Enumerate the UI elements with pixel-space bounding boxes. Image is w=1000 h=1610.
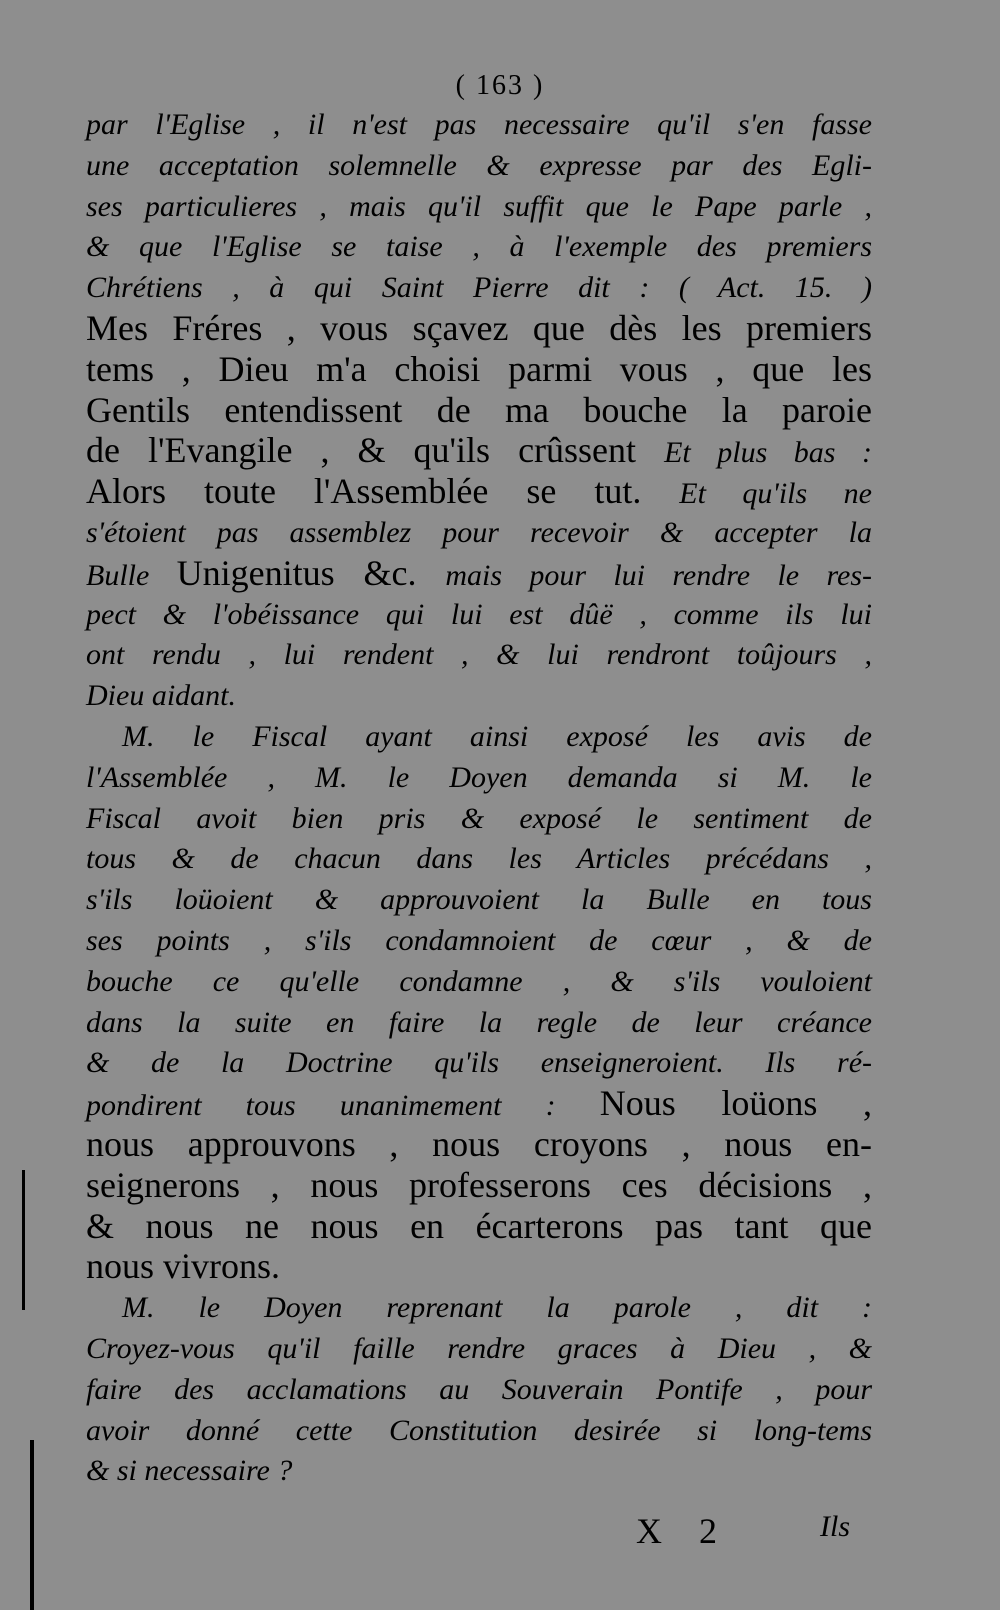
scan-edge-mark bbox=[30, 1440, 34, 1610]
text-line bbox=[86, 553, 872, 594]
italic-text: ses particulieres , mais qu'il suffit que le Pape parle , bbox=[86, 189, 872, 223]
italic-text: par l'Eglise , il n'est pas necessaire qu'il s'en fasse bbox=[86, 108, 872, 141]
roman-text: Nous loüons , bbox=[599, 1083, 872, 1124]
italic-text: & que l'Eglise se taise , à l'exemple des premiers bbox=[86, 230, 872, 264]
page-footer bbox=[0, 1510, 1000, 1554]
text-line bbox=[86, 798, 872, 839]
text-line bbox=[86, 920, 872, 961]
text-line bbox=[86, 675, 872, 716]
text-line bbox=[86, 1124, 872, 1165]
text-line bbox=[86, 267, 872, 308]
text-line bbox=[86, 1002, 872, 1043]
text-line bbox=[86, 1206, 872, 1247]
text-line bbox=[86, 757, 872, 798]
text-line bbox=[86, 1246, 872, 1287]
roman-text: nous vivrons. bbox=[86, 1246, 281, 1287]
text-line bbox=[86, 838, 872, 879]
text-line bbox=[86, 512, 872, 553]
italic-text: Fiscal avoit bien pris & exposé le sentiment de bbox=[86, 801, 872, 835]
italic-text: Chrétiens , à qui Saint Pierre dit : ( Act. 15. ) bbox=[86, 271, 872, 305]
scan-edge-mark bbox=[22, 1170, 25, 1310]
roman-text: nous approuvons , nous croyons , nous en- bbox=[86, 1123, 872, 1164]
italic-text: s'ils loüoient & approuvoient la Bulle en tous bbox=[86, 883, 872, 917]
text-line bbox=[86, 1328, 872, 1369]
italic-text: l'Assemblée , M. le Doyen demanda si M. le bbox=[86, 760, 872, 794]
text-line bbox=[86, 104, 872, 145]
catchword: Ils bbox=[820, 1510, 850, 1543]
signature-mark: X 2 bbox=[636, 1511, 731, 1551]
text-line bbox=[86, 471, 872, 512]
italic-text: pect & l'obéissance qui lui est dûë , comme ils lui bbox=[86, 597, 872, 631]
text-line bbox=[86, 1410, 872, 1451]
roman-text: seignerons , nous professerons ces décisions , bbox=[86, 1164, 872, 1205]
italic-text: ses points , s'ils condamnoient de cœur , & de bbox=[86, 923, 872, 957]
roman-text: Gentils entendissent de ma bouche la paroie bbox=[86, 389, 872, 430]
italic-text: M. le Fiscal ayant ainsi exposé les avis de bbox=[122, 719, 872, 753]
roman-text: tems , Dieu m'a choisi parmi vous , que les bbox=[86, 348, 872, 389]
italic-text: dans la suite en faire la regle de leur créance bbox=[86, 1005, 872, 1039]
text-line bbox=[86, 1450, 872, 1491]
italic-text: M. le Doyen reprenant la parole , dit : bbox=[122, 1291, 872, 1325]
text-line bbox=[86, 716, 872, 757]
italic-text: tous & de chacun dans les Articles précédans , bbox=[86, 842, 872, 876]
italic-text: mais pour lui rendre le res- bbox=[445, 558, 872, 592]
text-line bbox=[86, 308, 872, 349]
italic-text: bouche ce qu'elle condamne , & s'ils vouloient bbox=[86, 964, 872, 998]
italic-text: une acceptation solemnelle & expresse par des Egli- bbox=[86, 148, 872, 182]
italic-text: & si necessaire ? bbox=[86, 1454, 293, 1488]
text-line bbox=[86, 1369, 872, 1410]
text-line bbox=[86, 390, 872, 431]
italic-text: Et qu'ils ne bbox=[679, 477, 872, 511]
text-line bbox=[86, 186, 872, 227]
text-line bbox=[86, 1287, 872, 1328]
text-line bbox=[86, 430, 872, 471]
roman-text: Alors toute l'Assemblée se tut. bbox=[86, 471, 680, 512]
italic-text: pondirent tous unanimement : bbox=[86, 1089, 600, 1123]
text-line bbox=[86, 349, 872, 390]
italic-text: & de la Doctrine qu'ils enseigneroient. Ils ré- bbox=[86, 1046, 872, 1080]
text-line bbox=[86, 1165, 872, 1206]
text-line bbox=[86, 1042, 872, 1083]
text-line bbox=[86, 879, 872, 920]
italic-text: ont rendu , lui rendent , & lui rendront toûjours , bbox=[86, 638, 872, 672]
italic-text: faire des acclamations au Souverain Pontife , pour bbox=[86, 1372, 872, 1406]
body-text bbox=[86, 104, 872, 1491]
italic-text: s'étoient pas assemblez pour recevoir & accepter la bbox=[86, 515, 872, 549]
roman-text: de l'Evangile , & qu'ils crûssent bbox=[86, 430, 665, 471]
italic-text: avoir donné cette Constitution desirée si long-tems bbox=[86, 1413, 872, 1447]
roman-text: & nous ne nous en écarterons pas tant que bbox=[86, 1205, 872, 1246]
roman-text: Mes Fréres , vous sçavez que dès les premiers bbox=[86, 307, 872, 348]
text-line bbox=[86, 961, 872, 1002]
page-number: ( 163 ) bbox=[455, 70, 545, 101]
italic-text: Bulle bbox=[86, 558, 177, 592]
text-line bbox=[86, 594, 872, 635]
text-line bbox=[86, 145, 872, 186]
text-line bbox=[86, 634, 872, 675]
italic-text: Croyez-vous qu'il faille rendre graces à Dieu , & bbox=[86, 1331, 872, 1365]
roman-text: Unigenitus &c. bbox=[176, 552, 446, 593]
text-line bbox=[86, 226, 872, 267]
italic-text: Et plus bas : bbox=[664, 436, 873, 470]
text-line bbox=[86, 1083, 872, 1124]
italic-text: Dieu aidant. bbox=[86, 679, 236, 713]
